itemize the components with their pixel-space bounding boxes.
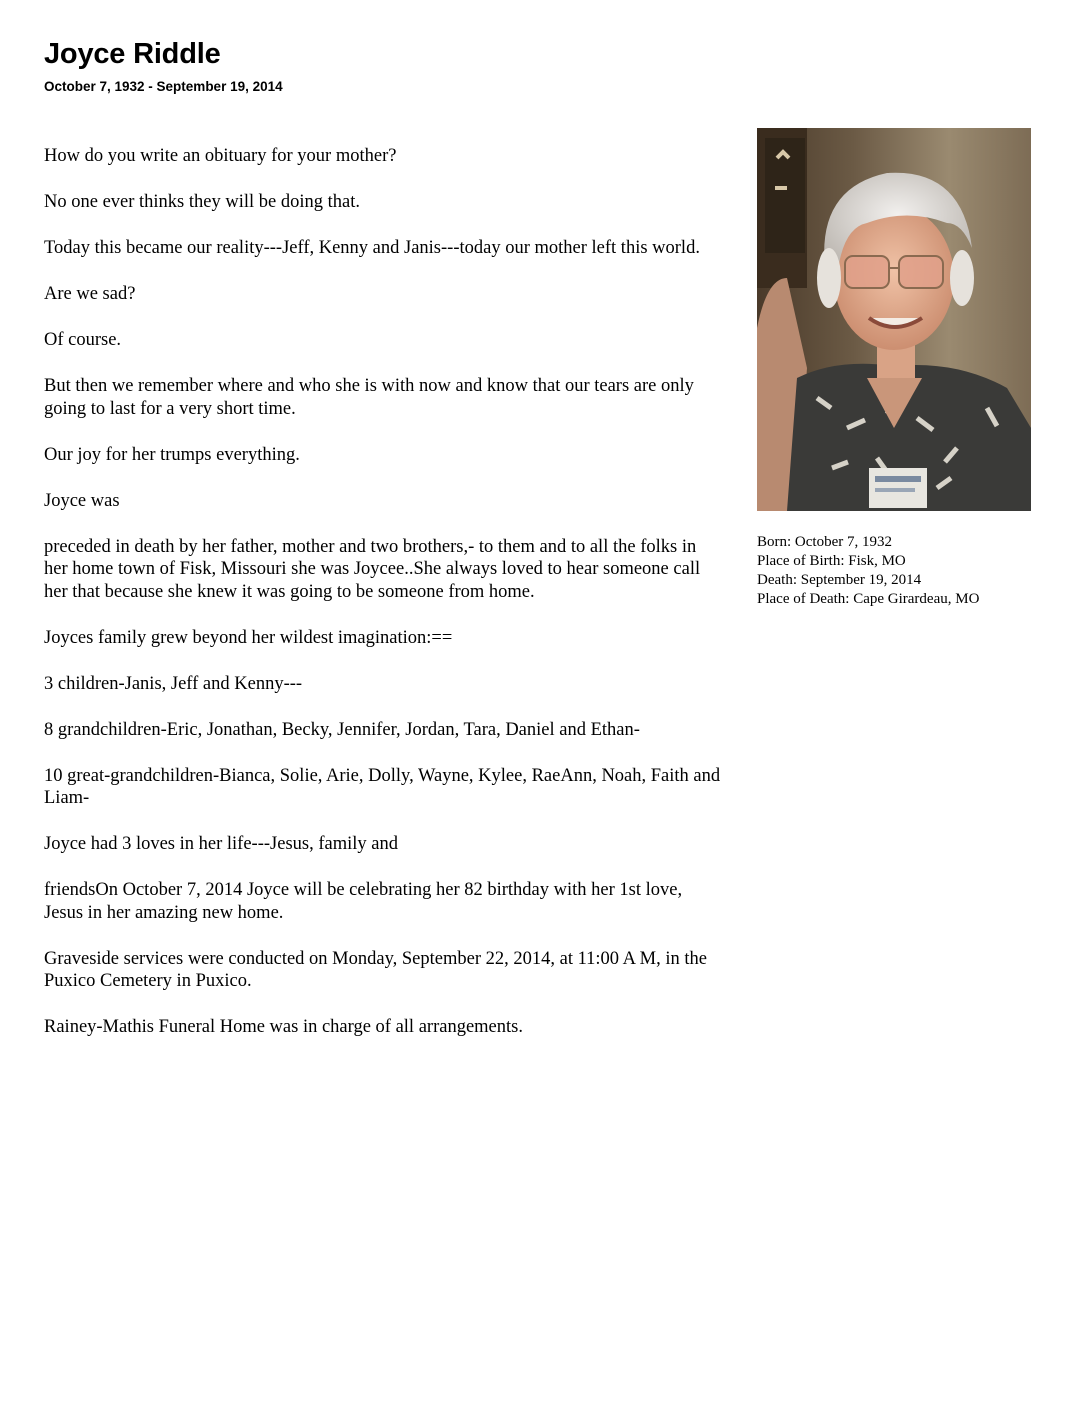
death-fact: Death: September 19, 2014 bbox=[757, 572, 922, 588]
paragraph: 10 great-grandchildren-Bianca, Solie, Arie, Dolly, Wayne, Kylee, RaeAnn, Noah, Faith and Liam- bbox=[44, 765, 721, 808]
obituary-body bbox=[44, 145, 724, 1062]
paragraph: Are we sad? bbox=[44, 284, 136, 304]
place-of-death-fact: Place of Death: Cape Girardeau, MO bbox=[757, 591, 980, 607]
paragraph: Joyce had 3 loves in her life---Jesus, family and bbox=[44, 834, 398, 854]
paragraph: Of course. bbox=[44, 330, 122, 350]
paragraph: But then we remember where and who she is with now and know that our tears are only going to last for a very short time. bbox=[44, 376, 694, 419]
paragraph: friendsOn October 7, 2014 Joyce will be celebrating her 82 birthday with her 1st love, Jesus in her amazing new home. bbox=[44, 880, 683, 923]
born-fact: Born: October 7, 1932 bbox=[757, 534, 892, 550]
place-of-birth-fact: Place of Birth: Fisk, MO bbox=[757, 553, 906, 569]
paragraph: No one ever thinks they will be doing that. bbox=[44, 192, 360, 212]
paragraph: Graveside services were conducted on Monday, September 22, 2014, at 11:00 A M, in the Puxico Cemetery in Puxico. bbox=[44, 948, 707, 991]
page-title: Joyce Riddle bbox=[44, 38, 221, 70]
paragraph: Joyce was bbox=[44, 490, 120, 511]
paragraph: 8 grandchildren-Eric, Jonathan, Becky, Jennifer, Jordan, Tara, Daniel and Ethan- bbox=[44, 719, 640, 740]
obituary-header bbox=[44, 36, 283, 96]
paragraph: 3 children-Janis, Jeff and Kenny--- bbox=[44, 673, 303, 694]
vital-facts bbox=[757, 533, 979, 609]
paragraph: preceded in death by her father, mother and two brothers,- to them and to all the folks in her home town of Fisk, Missouri she was Joycee..She always loved to hear someone call her that because she knew it was going to be someone from home. bbox=[44, 536, 701, 602]
paragraph: Our joy for her trumps everything. bbox=[44, 444, 300, 465]
portrait-photo bbox=[757, 128, 1031, 511]
paragraph: Today this became our reality---Jeff, Kenny and Janis---today our mother left this world. bbox=[44, 238, 700, 258]
life-dates: October 7, 1932 - September 19, 2014 bbox=[44, 79, 283, 94]
paragraph: Rainey-Mathis Funeral Home was in charge of all arrangements. bbox=[44, 1017, 523, 1037]
paragraph: Joyces family grew beyond her wildest imagination:== bbox=[44, 627, 453, 648]
paragraph: How do you write an obituary for your mother? bbox=[44, 146, 397, 166]
